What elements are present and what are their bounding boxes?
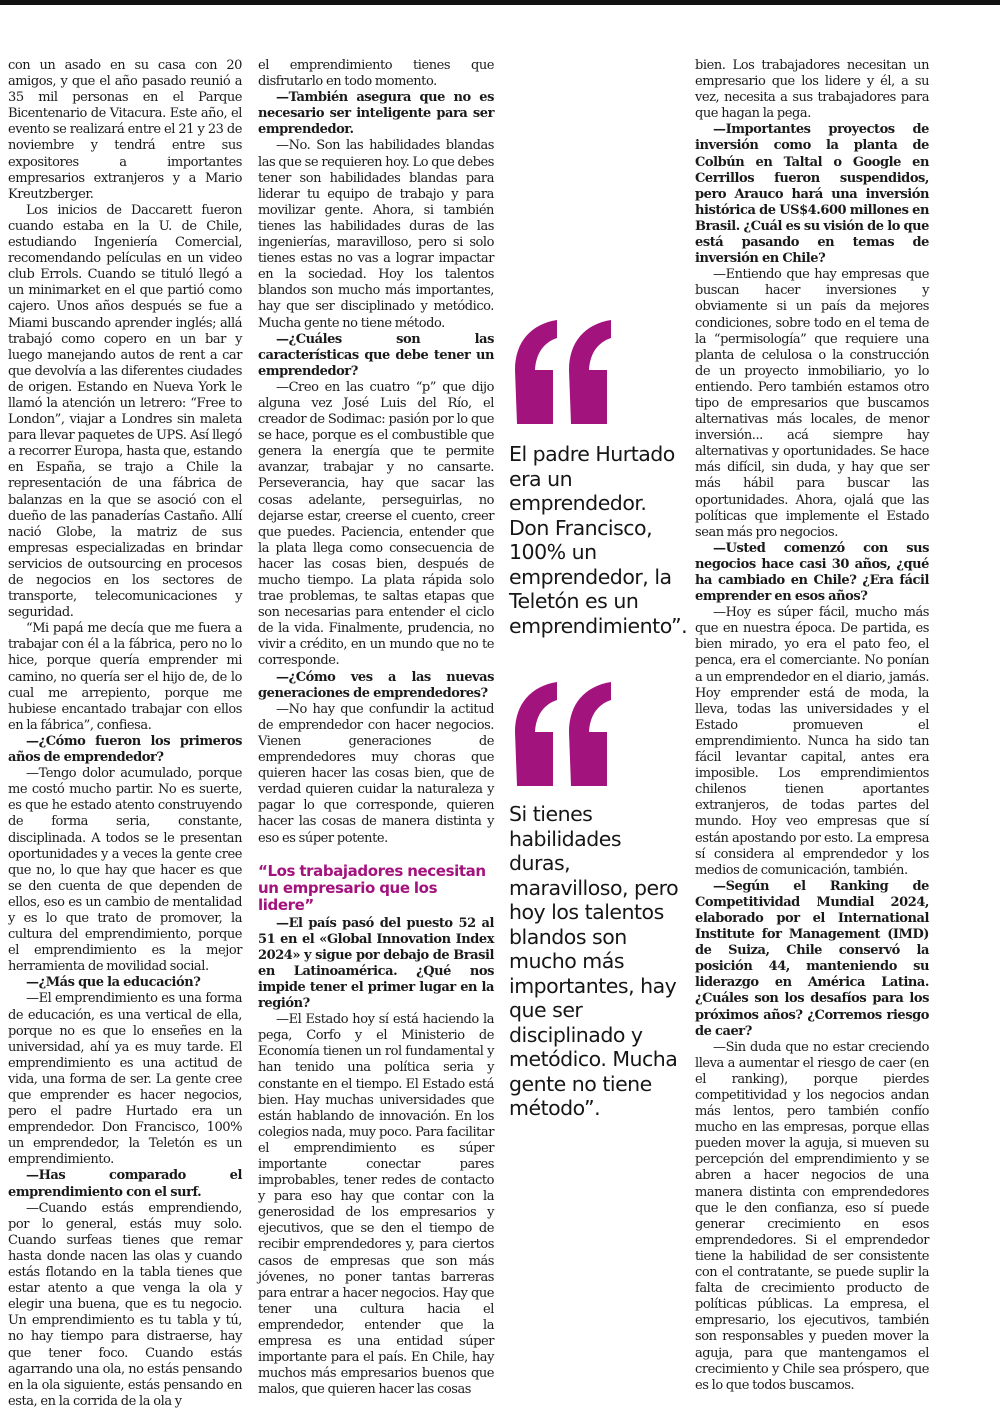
body-paragraph: “Mi papá me decía que me fuera a trabajar con él a la fábrica, pero no lo hice, porque quería emprender mi camino, no quería ser el hijo de, de lo cual me arrepiento, porque me hubiese encantado trabajar con ellos en la fábrica”, confiesa.: [8, 621, 242, 733]
interview-question: — ¿Cómo ves a las nuevas generaciones de emprendedores?: [258, 670, 494, 702]
interview-question: — Importantes proyectos de inversión como la planta de Colbún en Taltal o Google en Cerrillos fueron suspendidos, pero Arauco hará una inversión histórica de US$4.600 millones en Brasil. ¿Cuál es su visión de lo que está pasando en temas de inversión en Chile?: [695, 122, 929, 267]
body-paragraph: Los inicios de Daccarett fueron cuando estaba en la U. de Chile, estudiando Ingeniería Comercial, recomendando películas en un video club Errols. Cuando se tituló llegó a un minimarket en el que partió como cajero. Unos años después se fue a Miami buscando aprender inglés; allá trabajó como copero en un bar y luego manejando autos de rent a car que devolvía a las diferentes ciudades de origen. Estando en Nueva York le llamó la atención un letrero: “Free to London”, viajar a Londres sin maleta para llevar paquetes de UPS. Así llegó a recorrer Europa, hasta que, estando en España, se trajo a Chile la representación de una fábrica de balanzas en la que se asoció con el dueño de las panaderías Castaño. Allí nació Globe, la matriz de sus empresas especializadas en brindar servicios de outsourcing en procesos de negocios en los sectores de transporte, telecomunicaciones y seguridad.: [8, 202, 242, 621]
pull-quote-1: El padre Hurtado era un emprendedor. Don Francisco, 100% un emprendedor, la Teletón es un emprendimiento”.: [509, 442, 688, 638]
quote-mark-icon: [505, 318, 625, 428]
pull-quote-2: Si tienes habilidades duras, maravilloso, pero hoy los talentos blandos son mucho más importantes, hay que ser disciplinado y metódico. Mucha gente no tiene método”.: [509, 802, 679, 1120]
interview-answer: — No hay que confundir la actitud de emprendedor con hacer negocios. Vienen generaciones de emprendedores muy choras que quieren hacer las cosas bien, que de verdad quieren cuidar la naturaleza y pagar lo que corresponde, quieren hacer las cosas de manera distinta y eso es súper potente.: [258, 702, 494, 847]
body-paragraph: con un asado en su casa con 20 amigos, y que el año pasado reunió a 35 mil personas en el Parque Bicentenario de Vitacura. Este año, el evento se realizará entre el 21 y 23 de noviembre y tendrá entre sus expositores a importantes empresarios extranjeros y a Mario Kreutzberger.: [8, 58, 242, 202]
interview-question: — Has comparado el emprendimiento con el surf.: [8, 1168, 242, 1200]
quote-mark-icon: [505, 680, 625, 790]
interview-answer: — El emprendimiento es una forma de educación, es una vertical de ella, porque no es que lo enseñes en la universidad, ahí ya es muy tarde. El emprendimiento es una actitud de vida, una forma de ser. La gente cree que emprender es hacer negocios, pero el padre Hurtado era un emprendedor. Don Francisco, 100% un emprendedor, la Teletón es un emprendimiento.: [8, 991, 242, 1168]
interview-question: — Usted comenzó con sus negocios hace casi 30 años, ¿qué ha cambiado en Chile? ¿Era fácil emprender en esos años?: [695, 541, 929, 605]
body-paragraph: el emprendimiento tienes que disfrutarlo en todo momento.: [258, 58, 494, 90]
interview-question: — El país pasó del puesto 52 al 51 en el «Global Innovation Index 2024» y sigue por debajo de Brasil en Latinoamérica. ¿Qué nos impide tener el primer lugar en la región?: [258, 916, 494, 1013]
interview-answer: — Entiendo que hay empresas que buscan hacer inversiones y obviamente si un país da mejores condiciones, sobre todo en el tema de la “permisología” que requiere una planta de celulosa o la construcción de un proyecto inmobiliario, yo lo entiendo. Pero también estamos otro tipo de empresarios que buscamos alternativas más locales, de menor inversión... acá siempre hay alternativas y oportunidades. Se hace más difícil, sin duda, y hay que ser más hábil para buscar las oportunidades. Ahora, ojalá que las políticas que implemente el Estado sean más pro negocios.: [695, 267, 929, 541]
interview-answer: — Hoy es súper fácil, mucho más que en nuestra época. De partida, es bien mirado, yo era el pato feo, el penca, era el comerciante. No ponían a un emprendedor en el diario, jamás. Hoy emprender está de moda, la lleva, todas las universidades y el Estado promueven el emprendimiento. Nunca ha sido tan fácil levantar capital, antes era imposible. Los emprendimientos chilenos tienen aportantes extranjeros, de todas partes del mundo. Hoy veo empresas que sí están apostando por esto. La empresa sí considera al emprendedor y los medios de comunicación, también.: [695, 605, 929, 879]
interview-question: — Según el Ranking de Competitividad Mundial 2024, elaborado por el International Institute for Management (IMD) de Suiza, Chile conservó la posición 44, manteniendo su liderazgo en América Latina. ¿Cuáles son los desafíos para los próximos años? ¿Corremos riesgo de caer?: [695, 879, 929, 1040]
interview-answer: — Sin duda que no estar creciendo lleva a aumentar el riesgo de caer (en el ranking), porque pierdes competitividad y los negocios andan más lentos, pero también confío mucho en las empresas, porque ellas pueden mover la aguja, si mueven su percepción del emprendimiento y se abren a hacer negocios de una manera distinta con emprendedores que le den confianza, eso sí puede generar crecimiento en esos emprendedores. Si el emprendedor tiene la habilidad de ser consistente con el contratante, se puede suplir la falta de crecimiento producto de políticas públicas. La empresa, el empresario, los ejecutivos, también son responsables y pueden mover la aguja, para que mantengamos el crecimiento y Chile sea próspero, que es lo que todos buscamos.: [695, 1040, 929, 1394]
article-column-3: [695, 58, 929, 1394]
section-subheading: “Los trabajadores necesitan un empresario que los lidere”: [258, 861, 486, 914]
top-rule: [0, 0, 1000, 5]
interview-answer: — Cuando estás emprendiendo, por lo general, estás muy solo. Cuando surfeas tienes que remar hasta donde nacen las olas y cuando estás flotando en la tabla tienes que estar atento a que venga la ola y elegir una buena, que es tu negocio. Un emprendimiento es tu tabla y tú, no hay tiempo para distraerse, hay que tener foco. Cuando estás agarrando una ola, no estás pensando en la ola siguiente, estás pensando en esta, en la corrida de la ola y: [8, 1201, 242, 1410]
interview-answer: — Tengo dolor acumulado, porque me costó mucho partir. No es suerte, es que he estado atento construyendo de forma seria, constante, disciplinada. A todos se le presentan oportunidades y a veces la gente cree que no, lo que hay que hacer es que se den cuenta de que dependen de ellos, eso es un cambio de mentalidad y es lo que trato de promover, la cultura del emprendimiento, porque el emprendimiento es la mejor herramienta de movilidad social.: [8, 766, 242, 975]
interview-answer: — Creo en las cuatro “p” que dijo alguna vez José Luis del Río, el creador de Sodimac: pasión por lo que se hace, porque es el combustible que genera la energía que te permite avanzar, trabajar y no cansarte. Perseverancia, hay que sacar las cosas adelante, perseguirlas, no dejarse estar, creerse el cuento, creer que puedes. Paciencia, entender que la plata llega como consecuencia de hacer las cosas bien, después de mucho tiempo. La plata rápida solo trae problemas, te saltas etapas que son necesarias para entender el ciclo de la vida. Finalmente, prudencia, no vivir a crédito, en un mundo que no te corresponde.: [258, 380, 494, 670]
interview-answer: — El Estado hoy sí está haciendo la pega, Corfo y el Ministerio de Economía tienen un rol fundamental y han tenido una política seria y constante en el tiempo. El Estado está bien. Hay muchas universidades que están hablando de innovación. En los colegios nada, muy poco. Para facilitar el emprendimiento es súper importante conectar pares improbables, tener redes de contacto y para eso hay que contar con la generosidad de los empresarios y ejecutivos, que se den el tiempo de recibir emprendedores y, para ciertos casos de empresas que son más jóvenes, no poner tantas barreras para entrar a hacer negocios. Hay que tener una cultura hacia el emprendedor, entender que la empresa es una entidad súper importante para el país. En Chile, hay muchos más empresarios buenos que malos, que quieren hacer las cosas: [258, 1012, 494, 1398]
body-paragraph: bien. Los trabajadores necesitan un empresario que los lidere y él, a su vez, necesita a sus trabajadores para que hagan la pega.: [695, 58, 929, 122]
interview-answer: — No. Son las habilidades blandas las que se requieren hoy. Lo que debes tener son habilidades blandas para liderar tu equipo de trabajo y para movilizar gente. Ahora, si también tienes las habilidades duras de las ingenierías, maravilloso, pero si solo tienes estas no vas a lograr impactar en la sociedad. Hoy los talentos blandos son mucho más importantes, hay que ser disciplinado y metódico. Mucha gente no tiene método.: [258, 138, 494, 331]
interview-question: — También asegura que no es necesario ser inteligente para ser emprendedor.: [258, 90, 494, 138]
interview-question: — ¿Cuáles son las características que debe tener un emprendedor?: [258, 332, 494, 380]
article-column-2: [258, 58, 494, 1398]
interview-question: — ¿Más que la educación?: [8, 975, 242, 991]
article-column-1: [8, 58, 242, 1410]
interview-question: — ¿Cómo fueron los primeros años de emprendedor?: [8, 734, 242, 766]
